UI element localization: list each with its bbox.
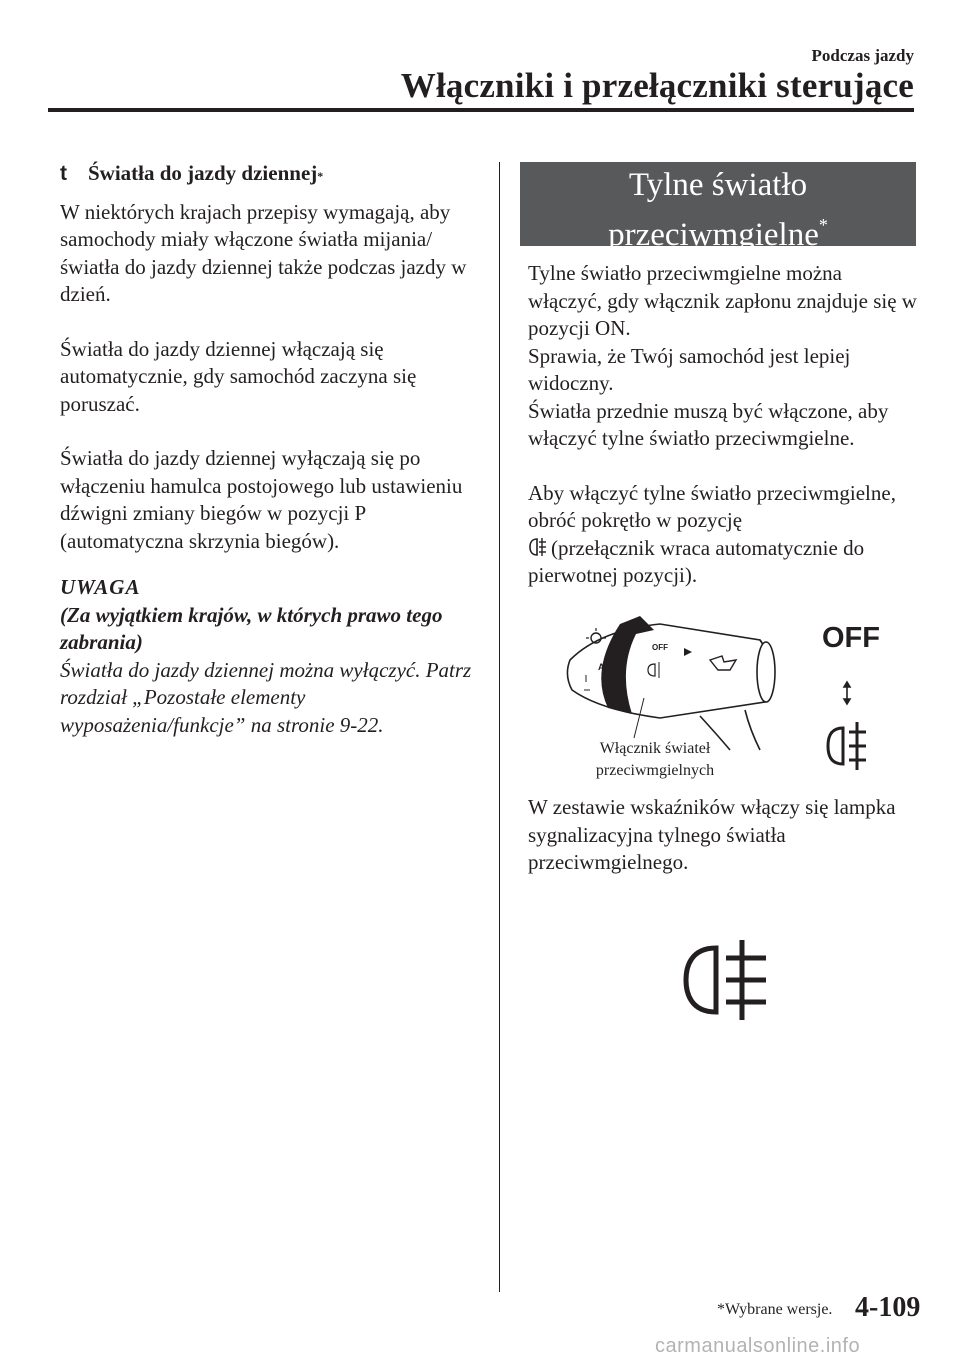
banner-title-line-2: przeciwmgielne [608,217,819,253]
knob-auto-label: AUTO [598,662,624,672]
rear-fog-p4-end: (przełącznik wraca automatycznie do pierwotnej pozycji). [528,535,865,587]
bullet-marker: t [60,162,67,185]
daytime-lights-subheading [60,160,478,191]
rear-fog-paragraph-1 [528,260,918,453]
rear-fog-p3: Światła przednie muszą być włączone, aby włączyć tylne światło przeciwmgielne. [528,398,889,450]
off-position-label: OFF [822,622,880,654]
watermark: carmanualsonline.info [655,1335,861,1357]
rear-fog-p2: Sprawia, że Twój samochód jest lepiej widoczny. [528,343,851,395]
off-to-fog-arrow [844,682,850,704]
note-label: UWAGA [60,575,141,599]
note-text: Światła do jazdy dziennej można wyłączyć. Patrz rozdział „Pozostałe elementy wyposażenia/funkcje” na stronie 9-22. [60,657,472,737]
rear-fog-light-icon [528,536,548,558]
caption-line-1: Włącznik świateł [599,740,711,757]
note-block [60,574,478,739]
left-column [60,160,478,739]
right-column [528,260,918,617]
rear-fog-p4-start: Aby włączyć tylne światło przeciwmgielne, obróć pokrętło w pozycję [528,480,896,532]
caption-line-2: przeciwmgielnych [595,762,715,779]
page-number: 4-109 [855,1292,921,1323]
paragraph-2: Światła do jazdy dziennej włączają się automatycznie, gdy samochód zaczyna się poruszać. [60,336,417,416]
header-rule [48,108,914,112]
paragraph-1: W niektórych krajach przepisy wymagają, aby samochody miały włączone światła mijania/światła do jazdy dziennej także podczas jazdy w dzień. [60,199,467,306]
chapter-title: Włączniki i przełączniki sterujące [400,66,914,105]
note-condition: (Za wyjątkiem krajów, w których prawo tego zabrania) [60,602,443,654]
subheading-text: Światła do jazdy dziennej [88,161,318,185]
indicator-paragraph: W zestawie wskaźników włączy się lampka sygnalizacyjna tylnego światła przeciwmgielnego. [528,795,896,874]
figure-caption [570,738,740,782]
section-banner [520,162,916,253]
rear-fog-paragraph-2 [528,480,918,590]
banner-title-line-1: Tylne światło [628,167,808,203]
section-kicker: Podczas jazdy [811,46,914,65]
footnote: *Wybrane wersje. [717,1301,833,1318]
rear-fog-p1: Tylne światło przeciwmgielne można włączyć, gdy włącznik zapłonu znajduje się w pozycji ON. [528,261,917,340]
knob-off-label: OFF [652,643,668,652]
optional-mark: * [317,169,324,183]
paragraph-3: Światła do jazdy dziennej wyłączają się po włączeniu hamulca postojowego lub ustawieniu dźwigni zmiany biegów w pozycji P (automatyczna skrzynia biegów). [60,446,463,553]
column-divider [499,162,500,1292]
banner-optional-mark: * [818,215,828,235]
rear-fog-light-indicator-icon [680,938,770,1022]
rear-fog-light-symbol [828,722,866,770]
